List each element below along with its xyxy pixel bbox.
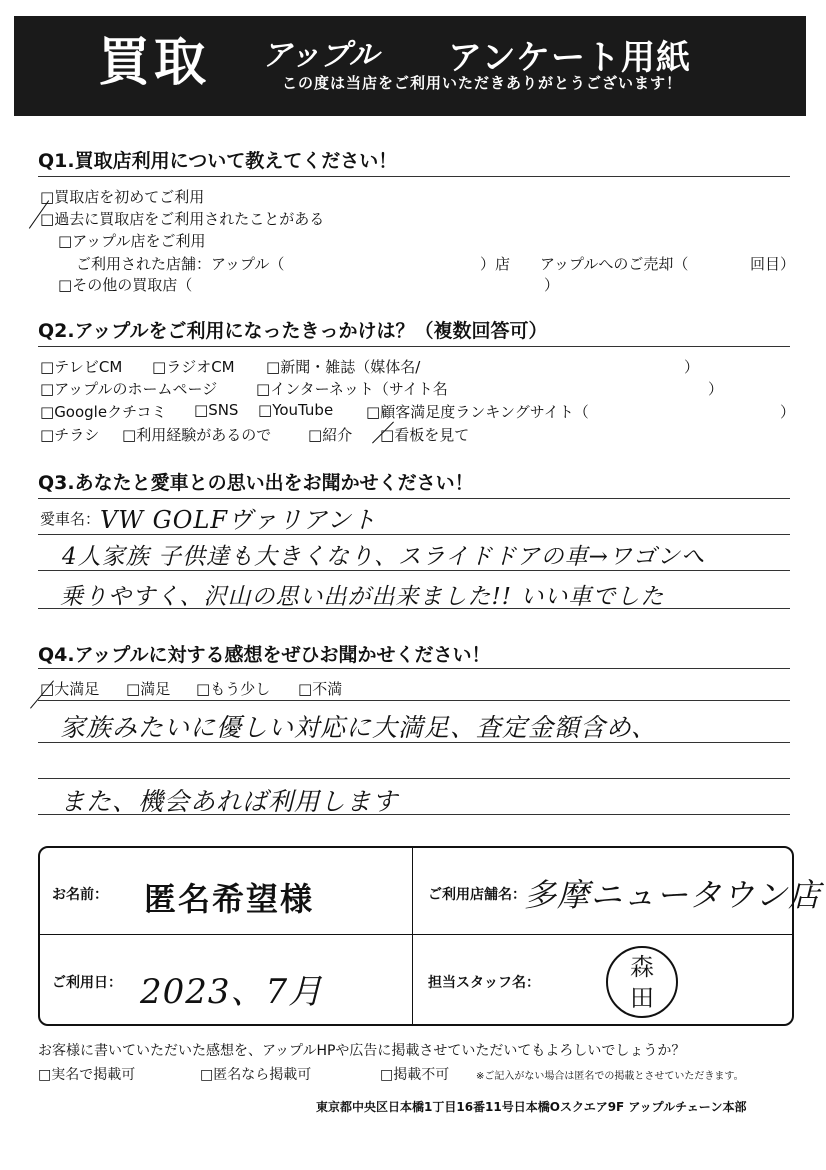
q4-answer-line1: 家族みたいに優しい対応に大満足、査定金額含め、: [60, 713, 658, 742]
q3-answer-line2: 乗りやすく、沢山の思い出が出来ました!! いい車でした: [60, 584, 665, 610]
q2-tv-label: テレビCM: [54, 358, 123, 376]
q2-referral-checkbox[interactable]: [308, 424, 352, 445]
staff-seal-top: 森: [630, 953, 654, 981]
divider: [38, 608, 790, 609]
q2-experience-checkbox[interactable]: [122, 424, 271, 445]
q2-flyer-checkbox[interactable]: [40, 424, 99, 445]
q2-newspaper-checkbox[interactable]: [266, 356, 420, 377]
q4-unsatisfied-label: 不満: [312, 680, 343, 698]
q4-very-checkbox[interactable]: [40, 678, 99, 699]
divider: [38, 934, 792, 935]
q2-ranking-suffix: ）: [780, 403, 796, 421]
q4-satisfied-label: 満足: [140, 680, 171, 698]
q2-internet-label: インターネット（サイト名: [270, 380, 448, 398]
q2-sns-checkbox[interactable]: [194, 401, 238, 419]
apple-logo: アップル: [262, 38, 379, 73]
q2-signboard-label: 看板を見て: [394, 426, 470, 444]
q2-signboard-checkbox[interactable]: [380, 424, 469, 445]
divider: [38, 534, 790, 535]
staff-seal: [606, 946, 678, 1018]
header-title: アンケート用紙: [448, 38, 691, 78]
divider: [38, 668, 790, 669]
visit-date: 2023、7月: [140, 972, 324, 1012]
publish-real-label: 実名で掲載可: [51, 1067, 136, 1083]
divider: [38, 814, 790, 815]
q2-homepage-label: アップルのホームページ: [54, 380, 218, 398]
customer-name: 匿名希望様: [144, 880, 315, 918]
q2-internet-suffix: ）: [708, 380, 724, 398]
q2-internet-checkbox[interactable]: [256, 378, 448, 399]
q2-youtube-checkbox[interactable]: [258, 401, 333, 419]
q2-google-checkbox[interactable]: [40, 401, 166, 422]
q2-newspaper-suffix: ）: [684, 358, 700, 376]
q3-car-name: VW GOLFヴァリアント: [100, 506, 377, 534]
publish-anon-label: 匿名なら掲載可: [213, 1067, 312, 1083]
q3-answer-line1: 4人家族 子供達も大きくなり、スライドドアの車→ワゴンへ: [62, 544, 705, 570]
q2-referral-label: 紹介: [322, 426, 353, 444]
publish-anon-checkbox[interactable]: [200, 1064, 311, 1084]
publish-no-label: 掲載不可: [393, 1067, 450, 1083]
q1-title: Q1.買取店利用について教えてください！: [38, 150, 398, 172]
q1-apple-label: アップル店をご利用: [72, 232, 206, 250]
q4-answer-line2: また、機会あれば利用します: [60, 787, 399, 816]
divider: [38, 346, 790, 347]
q1-used-store-label: ご利用された店舗：アップル（: [76, 255, 285, 273]
divider: [38, 498, 790, 499]
q2-ranking-label: 顧客満足度ランキングサイト（: [380, 403, 589, 421]
q1-past-label: 過去に買取店をご利用されたことがある: [54, 210, 325, 228]
q2-experience-label: 利用経験があるので: [136, 426, 272, 444]
q4-title: Q4.アップルに対する感想をぜひお聞かせください！: [38, 644, 491, 666]
q1-first-label: 買取店を初めてご利用: [54, 188, 205, 206]
staff-seal-bottom: 田: [630, 984, 654, 1012]
publish-question: お客様に書いていただいた感想を、アップルHPや広告に掲載させていただいてもよろしいでしょうか？: [38, 1043, 686, 1059]
q2-ranking-checkbox[interactable]: [366, 401, 589, 422]
store-name: 多摩ニュータウン店: [524, 876, 822, 914]
q1-apple-checkbox[interactable]: [58, 230, 206, 251]
divider: [38, 742, 790, 743]
divider: [38, 778, 790, 779]
q4-satisfied-checkbox[interactable]: [126, 678, 170, 699]
divider: [38, 700, 790, 701]
q4-very-label: 大満足: [54, 680, 100, 698]
q2-radio-label: ラジオCM: [166, 358, 235, 376]
header-subtitle: この度は当店をご利用いただきありがとうございます！: [282, 74, 683, 92]
q2-flyer-label: チラシ: [54, 426, 100, 444]
q2-title: Q2.アップルをご利用になったきっかけは？（複数回答可）: [38, 320, 548, 342]
publish-note: ※ご記入がない場合は匿名での掲載とさせていただきます。: [476, 1071, 744, 1082]
publish-real-checkbox[interactable]: [38, 1064, 135, 1084]
q2-tv-checkbox[interactable]: [40, 356, 122, 377]
q3-title: Q3.あなたと愛車との思い出をお聞かせください！: [38, 472, 474, 494]
q2-youtube-label: YouTube: [272, 401, 334, 419]
store-label: ご利用店舗名：: [428, 887, 526, 903]
q3-car-label: 愛車名：: [40, 510, 101, 528]
q2-homepage-checkbox[interactable]: [40, 378, 217, 399]
name-label: お名前：: [52, 887, 108, 903]
q1-other-checkbox[interactable]: [58, 274, 192, 295]
staff-label: 担当スタッフ名：: [428, 975, 540, 991]
divider: [412, 846, 413, 1024]
q2-google-label: Googleクチコミ: [54, 403, 167, 421]
q2-newspaper-label: 新聞・雑誌（媒体名/: [280, 358, 421, 376]
q1-store-suffix: ）店: [480, 255, 511, 273]
q4-bit-more-checkbox[interactable]: [196, 678, 270, 699]
q1-other-suffix: ）: [544, 276, 560, 294]
q1-first-checkbox[interactable]: [40, 186, 204, 207]
divider: [38, 570, 790, 571]
q4-unsatisfied-checkbox[interactable]: [298, 678, 342, 699]
publish-no-checkbox[interactable]: [380, 1064, 449, 1084]
q4-bit-more-label: もう少し: [210, 680, 271, 698]
company-address: 東京都中央区日本橋1丁目16番11号日本橋Oスクエア9F アップルチェーン本部: [316, 1100, 747, 1114]
q1-past-checkbox[interactable]: [40, 208, 324, 229]
divider: [38, 176, 790, 177]
q2-radio-checkbox[interactable]: [152, 356, 235, 377]
q1-sold-count-label: アップルへのご売却（: [540, 255, 689, 273]
q1-sold-count-suffix: 回目）: [750, 255, 796, 273]
header-big-title: 買取: [98, 33, 211, 93]
q1-other-label: その他の買取店（: [72, 276, 193, 294]
q2-sns-label: SNS: [208, 401, 239, 419]
date-label: ご利用日：: [52, 975, 122, 991]
